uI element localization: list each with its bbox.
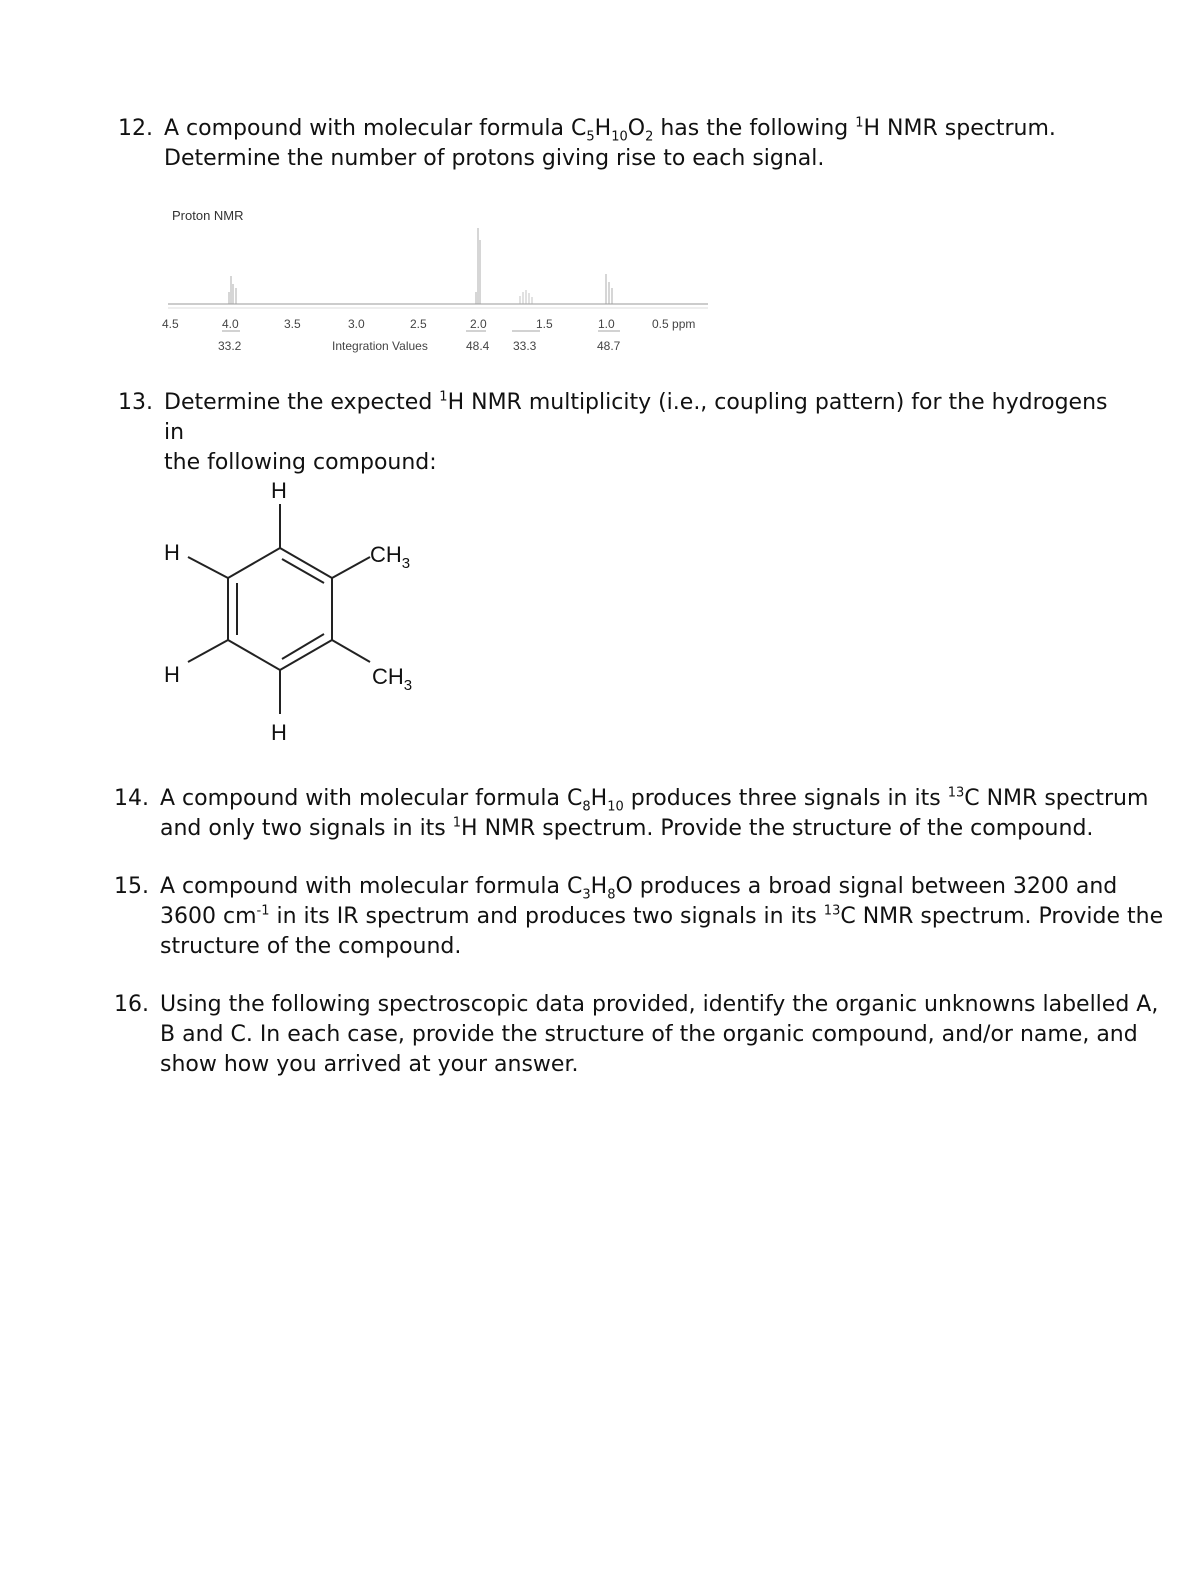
question-14 [114, 784, 1154, 844]
question-number: 15. [114, 874, 149, 899]
integration-value: 48.4 [466, 339, 490, 353]
tick-label: 2.5 [410, 317, 427, 331]
tick-label: 1.5 [536, 317, 553, 331]
question-number: 16. [114, 992, 149, 1017]
tick-label: 1.0 [598, 317, 615, 331]
methyl-label: $CH_3$ [370, 542, 411, 572]
tick-labels [162, 317, 695, 331]
spectrum-title: Proton NMR [172, 208, 244, 223]
question-16 [114, 990, 1174, 1080]
peak-1.6 [520, 290, 532, 304]
hydrogen-label: H [271, 720, 287, 745]
question-text: Determine the expected $^1$H NMR multiplicity (i.e., coupling pattern) for the hydrogens in the following compound: [164, 389, 1108, 475]
peak-0.95 [606, 274, 612, 304]
tick-label: 3.5 [284, 317, 301, 331]
question-number: 12. [118, 116, 153, 141]
tick-label: 3.0 [348, 317, 365, 331]
proton-nmr-spectrum [160, 200, 720, 360]
question-number: 13. [118, 390, 153, 415]
methyl-label: $CH_3$ [372, 664, 413, 694]
question-number: 14. [114, 786, 149, 811]
chemical-structure [150, 470, 470, 750]
tick-label: 4.0 [222, 317, 239, 331]
benzene-ring [188, 504, 370, 714]
hydrogen-label: H [164, 540, 180, 565]
question-text: A compound with molecular formula $C_8H_{10}$ produces three signals in its $^{13}$C NMR spectrum and only two signals in its $^1$H NMR spectrum. Provide the structure of the compound. [160, 785, 1149, 841]
question-text: A compound with molecular formula $C_5H_{10}O_2$ has the following $^1$H NMR spectrum. Determine the number of protons giving rise to each signal. [164, 115, 1056, 171]
question-15 [114, 872, 1174, 962]
question-text: Using the following spectroscopic data provided, identify the organic unknowns labelled A, B and C. In each case, provide the structure of the organic compound, and/or name, and show how you arrived at your answer. [160, 992, 1159, 1077]
question-12 [118, 114, 1118, 174]
tick-label: 0.5 ppm [652, 317, 696, 331]
tick-label: 4.5 [162, 317, 179, 331]
peak-2.0 [476, 228, 480, 304]
peak-4.0 [229, 276, 236, 304]
integration-label: Integration Values [332, 339, 428, 353]
hydrogen-label: H [271, 478, 287, 503]
question-text: A compound with molecular formula $C_3H_8O$ produces a broad signal between 3200 and 3600 $cm^{-1}$ in its IR spectrum and produces two signals in its $^{13}$C NMR spectrum. Provide the structure of the compound. [160, 874, 1164, 959]
integration-value: 33.2 [218, 339, 242, 353]
integration-value: 33.3 [513, 339, 537, 353]
question-13 [118, 388, 1118, 478]
integration-value: 48.7 [597, 339, 621, 353]
tick-label: 2.0 [470, 317, 487, 331]
hydrogen-label: H [164, 662, 180, 687]
